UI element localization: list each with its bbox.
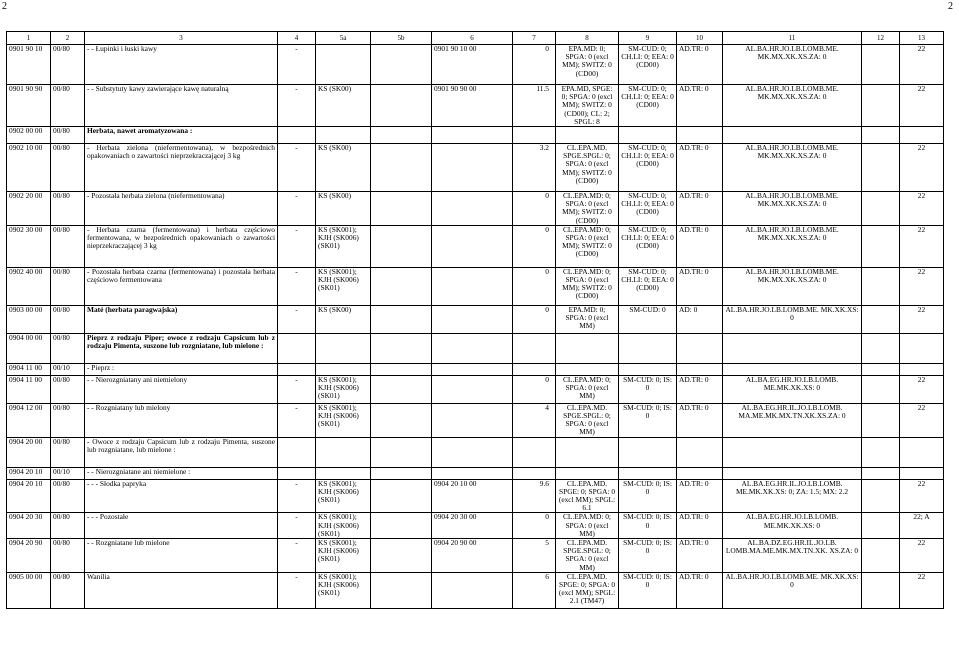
col-7-cell xyxy=(513,127,556,144)
col-10-cell: AD.TR: 0 xyxy=(677,225,723,267)
col-11-cell: AL.BA.DZ.EG.HR.IL.JO.LB. LOMB.MA.ME.MK.MX.TN.XK. XS.ZA: 0 xyxy=(723,539,862,573)
table-row xyxy=(7,467,944,479)
col-6-cell xyxy=(432,467,513,479)
cn-code-cell: 0902 20 00 xyxy=(7,192,51,226)
col-7-cell xyxy=(513,467,556,479)
col-8-cell: CL.EPA.MD: 0; SPGA: 0 (excl MM) xyxy=(556,375,619,403)
col-10-cell: AD.TR: 0 xyxy=(677,267,723,305)
col-4-cell: - xyxy=(278,539,316,573)
col-11-cell: AL.BA.HR.JO.LB.LOMB.ME. MK.MX.XK.XS.ZA: 0 xyxy=(723,45,862,85)
col-13-cell: 22 xyxy=(900,45,944,85)
col-9-cell: SM-CUD: 0; CH.LI: 0; EEA: 0 (CD00) xyxy=(619,45,677,85)
col-4-cell xyxy=(278,333,316,363)
table-row xyxy=(7,539,944,573)
description-cell: - - Łupinki i łuski kawy xyxy=(85,45,278,85)
suffix-cell: 00/80 xyxy=(51,127,85,144)
col-13-cell xyxy=(900,363,944,375)
col-10-cell: AD.TR: 0 xyxy=(677,572,723,608)
col-9-cell: SM-CUD: 0 xyxy=(619,305,677,333)
col-11-cell: AL.BA.HR.JO.LB.LOMB.ME. MK.MX.XK.XS.ZA: 0 xyxy=(723,225,862,267)
suffix-cell: 00/80 xyxy=(51,375,85,403)
col-10-cell: AD.TR: 0 xyxy=(677,45,723,85)
col-13-cell: 22 xyxy=(900,305,944,333)
col-10-cell xyxy=(677,363,723,375)
col-7-cell: 9.6 xyxy=(513,479,556,513)
description-cell: Herbata, nawet aromatyzowana : xyxy=(85,127,278,144)
suffix-cell: 00/80 xyxy=(51,479,85,513)
col-9-cell: SM-CUD: 0; IS: 0 xyxy=(619,539,677,573)
col-12-cell xyxy=(862,437,900,467)
col-13-cell: 22; A xyxy=(900,513,944,539)
col-5b-cell xyxy=(371,45,432,85)
description-cell: - Pozostała herbata zielona (niefermentowana) xyxy=(85,192,278,226)
description-cell: - - Nierozgniatany ani niemielony xyxy=(85,375,278,403)
col-5b-cell xyxy=(371,305,432,333)
page-number-right: 2 xyxy=(948,1,953,12)
table-row xyxy=(7,375,944,403)
col-11-cell xyxy=(723,467,862,479)
col-5a-cell: KS (SK00) xyxy=(316,85,371,127)
col-13-cell: 22 xyxy=(900,144,944,192)
col-4-cell: - xyxy=(278,192,316,226)
col-12-cell xyxy=(862,375,900,403)
description-cell: Wanilia xyxy=(85,572,278,608)
col-6-cell xyxy=(432,192,513,226)
col-11-cell: AL.BA.HR.JO.LB.LOMB.ME. MK.MX.XK.XS.ZA: 0 xyxy=(723,144,862,192)
col-5a-cell: KS (SK001); KJH (SK006) (SK01) xyxy=(316,267,371,305)
col-10-cell: AD.TR: 0 xyxy=(677,539,723,573)
header-cell: 13 xyxy=(900,32,944,45)
col-5b-cell xyxy=(371,192,432,226)
header-cell: 5b xyxy=(371,32,432,45)
col-11-cell: AL.BA.HR.JO.LB.LOMB.ME. MK.MX.XK.XS.ZA: 0 xyxy=(723,85,862,127)
suffix-cell: 00/80 xyxy=(51,267,85,305)
col-4-cell xyxy=(278,467,316,479)
col-10-cell: AD.TR: 0 xyxy=(677,479,723,513)
col-12-cell xyxy=(862,572,900,608)
col-13-cell: 22 xyxy=(900,267,944,305)
col-5b-cell xyxy=(371,375,432,403)
cn-code-cell: 0902 40 00 xyxy=(7,267,51,305)
table-row xyxy=(7,144,944,192)
col-6-cell: 0904 20 90 00 xyxy=(432,539,513,573)
col-4-cell: - xyxy=(278,305,316,333)
table-row xyxy=(7,572,944,608)
cn-code-cell: 0902 00 00 xyxy=(7,127,51,144)
col-5b-cell xyxy=(371,85,432,127)
col-5b-cell xyxy=(371,225,432,267)
col-4-cell xyxy=(278,363,316,375)
col-5b-cell xyxy=(371,539,432,573)
cn-code-cell: 0905 00 00 xyxy=(7,572,51,608)
col-5b-cell xyxy=(371,572,432,608)
description-cell: - - Substytuty kawy zawierające kawę naturalną xyxy=(85,85,278,127)
col-5b-cell xyxy=(371,363,432,375)
description-cell: - - - Pozostałe xyxy=(85,513,278,539)
col-9-cell xyxy=(619,363,677,375)
col-8-cell: CL.EPA.MD: 0; SPGA: 0 (excl MM); SWITZ: 0 (CD00) xyxy=(556,225,619,267)
col-10-cell: AD.TR: 0 xyxy=(677,144,723,192)
description-cell: - - Rozgniatane lub mielone xyxy=(85,539,278,573)
col-12-cell xyxy=(862,192,900,226)
col-7-cell: 0 xyxy=(513,267,556,305)
suffix-cell: 00/80 xyxy=(51,192,85,226)
col-6-cell xyxy=(432,127,513,144)
description-cell: - Herbata zielona (niefermentowana), w bezpośrednich opakowaniach o zawartości nieprzekraczającej 3 kg xyxy=(85,144,278,192)
suffix-cell: 00/80 xyxy=(51,45,85,85)
col-9-cell xyxy=(619,127,677,144)
col-12-cell xyxy=(862,363,900,375)
col-12-cell xyxy=(862,225,900,267)
col-11-cell xyxy=(723,333,862,363)
col-6-cell xyxy=(432,363,513,375)
description-cell: Pieprz z rodzaju Piper; owoce z rodzaju Capsicum lub z rodzaju Pimenta, suszone lub rozgniatane, lub mielone : xyxy=(85,333,278,363)
col-7-cell: 6 xyxy=(513,572,556,608)
col-5a-cell: KS (SK001); KJH (SK006) (SK01) xyxy=(316,403,371,437)
col-13-cell: 22 xyxy=(900,192,944,226)
col-5a-cell: KS (SK001); KJH (SK006) (SK01) xyxy=(316,479,371,513)
col-9-cell: SM-CUD: 0; IS: 0 xyxy=(619,375,677,403)
suffix-cell: 00/80 xyxy=(51,333,85,363)
col-11-cell xyxy=(723,363,862,375)
col-7-cell: 3.2 xyxy=(513,144,556,192)
col-7-cell: 0 xyxy=(513,45,556,85)
col-4-cell: - xyxy=(278,45,316,85)
suffix-cell: 00/80 xyxy=(51,305,85,333)
header-cell: 11 xyxy=(723,32,862,45)
table-row xyxy=(7,85,944,127)
description-cell: - - Rozgniatany lub mielony xyxy=(85,403,278,437)
col-6-cell xyxy=(432,403,513,437)
cn-code-cell: 0904 00 00 xyxy=(7,333,51,363)
col-5a-cell: KS (SK00) xyxy=(316,144,371,192)
col-6-cell xyxy=(432,305,513,333)
col-13-cell xyxy=(900,437,944,467)
col-10-cell: AD.TR: 0 xyxy=(677,513,723,539)
col-8-cell: EPA.MD: 0; SPGA: 0 (excl MM) xyxy=(556,305,619,333)
col-12-cell xyxy=(862,305,900,333)
col-8-cell: CL.EPA.MD. SPGE.SPGL: 0; SPGA: 0 (excl MM) xyxy=(556,403,619,437)
col-8-cell: EPA.MD: 0; SPGA: 0 (excl MM); SWITZ: 0 (CD00) xyxy=(556,45,619,85)
col-9-cell xyxy=(619,467,677,479)
col-10-cell: AD.TR: 0 xyxy=(677,85,723,127)
col-5a-cell: KS (SK001); KJH (SK006) (SK01) xyxy=(316,539,371,573)
cn-code-cell: 0902 10 00 xyxy=(7,144,51,192)
table-row xyxy=(7,479,944,513)
col-5b-cell xyxy=(371,127,432,144)
col-10-cell: AD.TR: 0 xyxy=(677,375,723,403)
col-5b-cell xyxy=(371,144,432,192)
suffix-cell: 00/80 xyxy=(51,437,85,467)
col-12-cell xyxy=(862,467,900,479)
cn-code-cell: 0904 20 00 xyxy=(7,437,51,467)
table-row xyxy=(7,45,944,85)
col-11-cell: AL.BA.HR.JO.LB.LOMB.ME. MK.XK.XS: 0 xyxy=(723,572,862,608)
header-cell: 12 xyxy=(862,32,900,45)
col-5a-cell: KS (SK001); KJH (SK006) (SK01) xyxy=(316,572,371,608)
col-5a-cell xyxy=(316,363,371,375)
col-9-cell xyxy=(619,437,677,467)
header-cell: 8 xyxy=(556,32,619,45)
page-number-left: 2 xyxy=(2,1,7,12)
col-5b-cell xyxy=(371,513,432,539)
header-cell: 9 xyxy=(619,32,677,45)
table-row xyxy=(7,267,944,305)
col-9-cell: SM-CUD: 0; CH.LI: 0; EEA: 0 (CD00) xyxy=(619,225,677,267)
description-cell: - Pozostała herbata czarna (fermentowana) i pozostała herbata częściowo fermentowana xyxy=(85,267,278,305)
col-13-cell: 22 xyxy=(900,479,944,513)
cn-code-cell: 0904 20 10 xyxy=(7,467,51,479)
col-12-cell xyxy=(862,127,900,144)
col-5b-cell xyxy=(371,333,432,363)
col-9-cell: SM-CUD: 0; IS: 0 xyxy=(619,479,677,513)
col-9-cell: SM-CUD: 0; CH.LI: 0; EEA: 0 (CD00) xyxy=(619,192,677,226)
col-9-cell: SM-CUD: 0; IS: 0 xyxy=(619,572,677,608)
col-7-cell: 11.5 xyxy=(513,85,556,127)
col-6-cell: 0904 20 10 00 xyxy=(432,479,513,513)
col-11-cell: AL.BA.EG.HR.IL.JO.LB.LOMB. MA.ME.MK.MX.TN.XK.XS.ZA: 0 xyxy=(723,403,862,437)
col-8-cell xyxy=(556,127,619,144)
header-cell: 1 xyxy=(7,32,51,45)
suffix-cell: 00/80 xyxy=(51,403,85,437)
table-row xyxy=(7,305,944,333)
col-13-cell xyxy=(900,467,944,479)
col-5a-cell xyxy=(316,45,371,85)
col-12-cell xyxy=(862,479,900,513)
col-5a-cell: KS (SK001); KJH (SK006) (SK01) xyxy=(316,225,371,267)
cn-code-cell: 0904 11 00 xyxy=(7,375,51,403)
cn-code-cell: 0902 30 00 xyxy=(7,225,51,267)
col-8-cell xyxy=(556,333,619,363)
col-4-cell: - xyxy=(278,267,316,305)
col-10-cell: AD: 0 xyxy=(677,305,723,333)
col-13-cell: 22 xyxy=(900,225,944,267)
cn-code-cell: 0901 90 10 xyxy=(7,45,51,85)
col-11-cell xyxy=(723,437,862,467)
col-9-cell xyxy=(619,333,677,363)
col-8-cell: CL.EPA.MD. SPGE.SPGL: 0; SPGA: 0 (excl MM) xyxy=(556,539,619,573)
col-11-cell: AL.BA.EG.HR.JO.LB.LOMB. ME.MK.XK.XS: 0 xyxy=(723,375,862,403)
col-6-cell xyxy=(432,225,513,267)
col-6-cell xyxy=(432,572,513,608)
col-10-cell xyxy=(677,467,723,479)
col-4-cell: - xyxy=(278,375,316,403)
col-4-cell: - xyxy=(278,85,316,127)
col-6-cell xyxy=(432,375,513,403)
col-4-cell: - xyxy=(278,403,316,437)
col-12-cell xyxy=(862,333,900,363)
col-6-cell xyxy=(432,333,513,363)
col-13-cell: 22 xyxy=(900,403,944,437)
col-5a-cell: KS (SK00) xyxy=(316,192,371,226)
col-7-cell xyxy=(513,437,556,467)
table-row xyxy=(7,192,944,226)
col-5a-cell xyxy=(316,127,371,144)
col-12-cell xyxy=(862,144,900,192)
col-7-cell: 0 xyxy=(513,192,556,226)
suffix-cell: 00/80 xyxy=(51,85,85,127)
col-8-cell: CL.EPA.MD. SPGE.SPGL: 0; SPGA: 0 (excl MM); SWITZ: 0 (CD00) xyxy=(556,144,619,192)
description-cell: - Owoce z rodzaju Capsicum lub z rodzaju Pimenta, suszone lub rozgniatane, lub mielone : xyxy=(85,437,278,467)
header-cell: 4 xyxy=(278,32,316,45)
col-5a-cell: KS (SK001); KJH (SK006) (SK01) xyxy=(316,513,371,539)
col-11-cell: AL.BA.EG.HR.JO.LB.LOMB. ME.MK.XK.XS: 0 xyxy=(723,513,862,539)
header-cell: 3 xyxy=(85,32,278,45)
col-5b-cell xyxy=(371,267,432,305)
col-5b-cell xyxy=(371,467,432,479)
cn-code-cell: 0901 90 90 xyxy=(7,85,51,127)
description-cell: - Pieprz : xyxy=(85,363,278,375)
header-cell: 5a xyxy=(316,32,371,45)
col-5b-cell xyxy=(371,403,432,437)
header-cell: 7 xyxy=(513,32,556,45)
col-13-cell: 22 xyxy=(900,572,944,608)
col-8-cell xyxy=(556,467,619,479)
col-12-cell xyxy=(862,267,900,305)
tariff-table xyxy=(6,31,944,609)
col-6-cell xyxy=(432,267,513,305)
suffix-cell: 00/80 xyxy=(51,539,85,573)
col-8-cell: CL.EPA.MD: 0; SPGA: 0 (excl MM) xyxy=(556,513,619,539)
col-4-cell: - xyxy=(278,225,316,267)
col-6-cell xyxy=(432,144,513,192)
col-8-cell: CL.EPA.MD: 0; SPGA: 0 (excl MM); SWITZ: 0 (CD00) xyxy=(556,267,619,305)
col-12-cell xyxy=(862,403,900,437)
col-7-cell: 0 xyxy=(513,513,556,539)
suffix-cell: 00/80 xyxy=(51,225,85,267)
table-row xyxy=(7,333,944,363)
col-12-cell xyxy=(862,539,900,573)
suffix-cell: 00/10 xyxy=(51,467,85,479)
col-6-cell: 0904 20 30 00 xyxy=(432,513,513,539)
col-13-cell: 22 xyxy=(900,539,944,573)
table-row xyxy=(7,363,944,375)
col-4-cell xyxy=(278,437,316,467)
col-10-cell xyxy=(677,333,723,363)
col-8-cell xyxy=(556,363,619,375)
table-row xyxy=(7,513,944,539)
col-5b-cell xyxy=(371,437,432,467)
col-8-cell xyxy=(556,437,619,467)
col-9-cell: SM-CUD: 0; IS: 0 xyxy=(619,403,677,437)
col-4-cell: - xyxy=(278,144,316,192)
col-5a-cell xyxy=(316,333,371,363)
col-5a-cell xyxy=(316,437,371,467)
description-cell: - - Nierozgniatane ani niemielone : xyxy=(85,467,278,479)
col-5a-cell: KS (SK00) xyxy=(316,305,371,333)
cn-code-cell: 0904 11 00 xyxy=(7,363,51,375)
col-7-cell: 4 xyxy=(513,403,556,437)
col-8-cell: CL.EPA.MD. SPGE: 0; SPGA: 0 (excl MM); SPGL: 2.1 (TM47) xyxy=(556,572,619,608)
col-7-cell: 0 xyxy=(513,225,556,267)
cn-code-cell: 0904 20 90 xyxy=(7,539,51,573)
suffix-cell: 00/80 xyxy=(51,572,85,608)
col-13-cell: 22 xyxy=(900,85,944,127)
col-8-cell: EPA.MD, SPGE: 0; SPGA: 0 (excl MM); SWITZ: 0 (CD00); CL: 2; SPGL: 8 xyxy=(556,85,619,127)
col-4-cell: - xyxy=(278,479,316,513)
col-11-cell: AL.BA.HR.JO.LB.LOMB.ME. MK.MX.XK.XS.ZA: 0 xyxy=(723,192,862,226)
description-cell: Maté (herbata paragwajska) xyxy=(85,305,278,333)
col-12-cell xyxy=(862,513,900,539)
col-7-cell: 5 xyxy=(513,539,556,573)
col-10-cell: AD.TR: 0 xyxy=(677,403,723,437)
col-13-cell xyxy=(900,127,944,144)
table-row xyxy=(7,437,944,467)
col-7-cell xyxy=(513,333,556,363)
col-13-cell: 22 xyxy=(900,375,944,403)
header-row xyxy=(7,32,944,45)
table-row xyxy=(7,403,944,437)
col-9-cell: SM-CUD: 0; CH.LI: 0; EEA: 0 (CD00) xyxy=(619,144,677,192)
col-4-cell: - xyxy=(278,572,316,608)
header-cell: 6 xyxy=(432,32,513,45)
col-9-cell: SM-CUD: 0; CH.LI: 0; EEA: 0 (CD00) xyxy=(619,85,677,127)
col-6-cell: 0901 90 90 00 xyxy=(432,85,513,127)
col-12-cell xyxy=(862,85,900,127)
col-13-cell xyxy=(900,333,944,363)
col-11-cell xyxy=(723,127,862,144)
header-cell: 10 xyxy=(677,32,723,45)
suffix-cell: 00/80 xyxy=(51,513,85,539)
col-6-cell: 0901 90 10 00 xyxy=(432,45,513,85)
col-7-cell: 0 xyxy=(513,305,556,333)
col-8-cell: CL.EPA.MD. SPGE: 0; SPGA: 0 (excl MM); SPGL: 6.1 xyxy=(556,479,619,513)
description-cell: - Herbata czarna (fermentowana) i herbata częściowo fermentowana, w bezpośrednich opakowaniach o zawartości nieprzekraczającej 3 kg xyxy=(85,225,278,267)
cn-code-cell: 0904 20 10 xyxy=(7,479,51,513)
description-cell: - - - Słodka papryka xyxy=(85,479,278,513)
col-11-cell: AL.BA.EG.HR.IL.JO.LB.LOMB. ME.MK.XK.XS: 0; ZA: 1.5; MX: 2.2 xyxy=(723,479,862,513)
table-row xyxy=(7,127,944,144)
col-10-cell: AD.TR: 0 xyxy=(677,192,723,226)
suffix-cell: 00/80 xyxy=(51,144,85,192)
col-5a-cell xyxy=(316,467,371,479)
col-4-cell: - xyxy=(278,513,316,539)
col-10-cell xyxy=(677,127,723,144)
col-5a-cell: KS (SK001); KJH (SK006) (SK01) xyxy=(316,375,371,403)
cn-code-cell: 0904 12 00 xyxy=(7,403,51,437)
col-8-cell: CL.EPA.MD: 0; SPGA: 0 (excl MM); SWITZ: 0 (CD00) xyxy=(556,192,619,226)
header-cell: 2 xyxy=(51,32,85,45)
suffix-cell: 00/10 xyxy=(51,363,85,375)
table-row xyxy=(7,225,944,267)
col-7-cell: 0 xyxy=(513,375,556,403)
cn-code-cell: 0903 00 00 xyxy=(7,305,51,333)
col-10-cell xyxy=(677,437,723,467)
cn-code-cell: 0904 20 30 xyxy=(7,513,51,539)
col-12-cell xyxy=(862,45,900,85)
col-9-cell: SM-CUD: 0; IS: 0 xyxy=(619,513,677,539)
col-5b-cell xyxy=(371,479,432,513)
col-6-cell xyxy=(432,437,513,467)
col-7-cell xyxy=(513,363,556,375)
col-11-cell: AL.BA.HR.JO.LB.LOMB.ME. MK.XK.XS: 0 xyxy=(723,305,862,333)
table-body xyxy=(7,45,944,609)
col-4-cell xyxy=(278,127,316,144)
col-9-cell: SM-CUD: 0; CH.LI: 0; EEA: 0 (CD00) xyxy=(619,267,677,305)
col-11-cell: AL.BA.HR.JO.LB.LOMB.ME. MK.MX.XK.XS.ZA: 0 xyxy=(723,267,862,305)
